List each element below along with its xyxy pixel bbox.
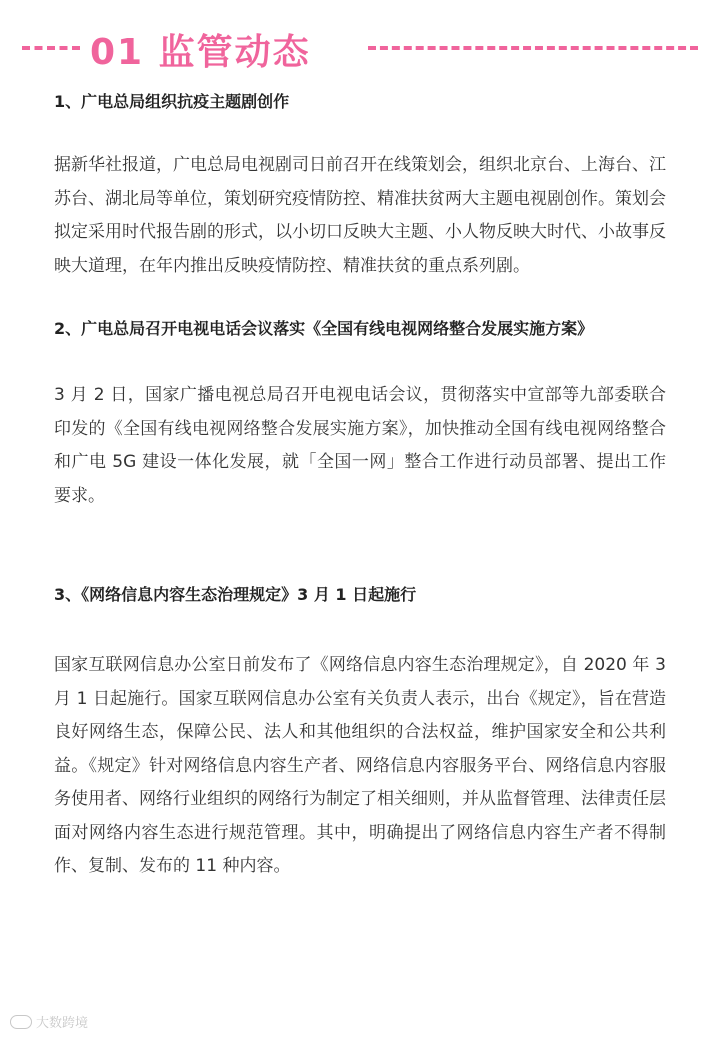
article-content: [54, 88, 666, 884]
header-dash-left: [22, 46, 80, 50]
section-heading-3: 3、《网络信息内容生态治理规定》3 月 1 日起施行: [54, 585, 417, 604]
section-body-2: 3 月 2 日，国家广播电视总局召开电视电话会议，贯彻落实中宣部等九部委联合印发的《全国有线电视网络整合发展实施方案》，加快推动全国有线电视网络整合和广电 5G 建设一体化发展，就「全国一网」整合工作进行动员部署、提出工作要求。: [54, 385, 666, 506]
header-title: 01 监管动态: [90, 32, 311, 73]
section-body-3: 国家互联网信息办公室日前发布了《网络信息内容生态治理规定》，自 2020 年 3 月 1 日起施行。国家互联网信息办公室有关负责人表示，出台《规定》，旨在营造良好网络生态，保障公民、法人和其他组织的合法权益，维护国家安全和公共利益。《规定》针对网络信息内容生产者、网络信息内容服务平台、网络信息内容服务使用者、网络行业组织的网络行为制定了相关细则，并从监督管理、法律责任层面对网络内容生态进行规范管理。其中，明确提出了网络信息内容生产者不得制作、复制、发布的 11 种内容。: [54, 655, 666, 876]
logo-icon: [10, 1015, 32, 1029]
header-dash-right: [368, 46, 698, 50]
section-heading-2: 2、广电总局召开电视电话会议落实《全国有线电视网络整合发展实施方案》: [54, 319, 594, 338]
section-body-1: 据新华社报道，广电总局电视剧司日前召开在线策划会，组织北京台、上海台、江苏台、湖北局等单位，策划研究疫情防控、精准扶贫两大主题电视剧创作。策划会拟定采用时代报告剧的形式，以小切口反映大主题、小人物反映大时代、小故事反映大道理，在年内推出反映疫情防控、精准扶贫的重点系列剧。: [54, 155, 666, 276]
section-heading-1: 1、广电总局组织抗疫主题剧创作: [54, 92, 290, 111]
section-header: [0, 22, 720, 78]
watermark-text: 大数跨境: [36, 1016, 89, 1031]
watermark: [10, 1012, 88, 1031]
